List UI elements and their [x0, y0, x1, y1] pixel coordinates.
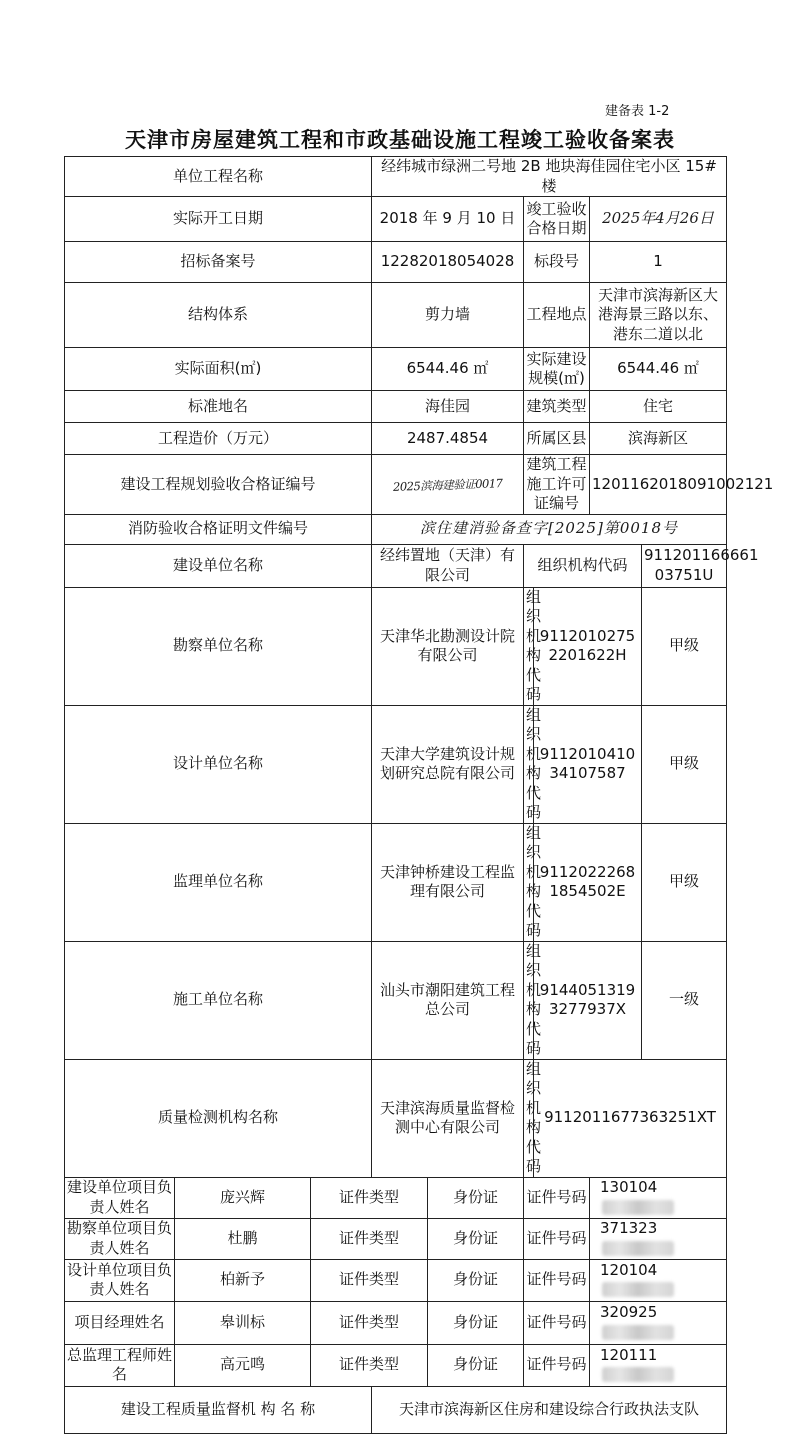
scale-label: 实际建设规模(㎡) — [524, 348, 590, 391]
scale-value: 6544.46 ㎡ — [590, 348, 727, 391]
acceptance-date-label: 竣工验收合格日期 — [524, 197, 590, 242]
section-label: 标段号 — [524, 242, 590, 283]
cert-no-label: 证件号码 — [524, 1218, 590, 1259]
row-bid — [65, 242, 727, 283]
construction-permit-label: 建筑工程施工许可证编号 — [524, 455, 590, 515]
district-label: 所属区县 — [524, 423, 590, 455]
row-place-name — [65, 391, 727, 423]
cert-no-value — [590, 1218, 727, 1259]
structure-value: 剪力墙 — [372, 283, 524, 348]
inspection-org-code-label: 组织机构代码 — [524, 1059, 534, 1177]
cert-type-label: 证件类型 — [311, 1301, 428, 1344]
cert-no-label: 证件号码 — [524, 1301, 590, 1344]
row-unit-name — [65, 157, 727, 197]
supervisor-org-code-label: 组织机构代码 — [524, 823, 534, 941]
row-cost — [65, 423, 727, 455]
cert-no-prefix: 130104 — [600, 1178, 658, 1196]
inspection-name: 天津滨海质量监督检测中心有限公司 — [372, 1059, 524, 1177]
building-type-label: 建筑类型 — [524, 391, 590, 423]
design-org-code — [534, 705, 642, 823]
supervision-agency-value: 天津市滨海新区住房和建设综合行政执法支队 — [372, 1386, 727, 1433]
unit-name-label: 单位工程名称 — [65, 157, 372, 197]
person-role: 项目经理姓名 — [65, 1301, 175, 1344]
place-name-value: 海佳园 — [372, 391, 524, 423]
contractor-org-code-label: 组织机构代码 — [524, 941, 534, 1059]
inspection-org-code: 9112011677363251XT — [534, 1059, 727, 1177]
person-name: 杜鹏 — [175, 1218, 311, 1259]
row-planning-cert — [65, 455, 727, 515]
cert-type-label: 证件类型 — [311, 1259, 428, 1301]
contractor-label: 施工单位名称 — [65, 941, 372, 1059]
supervisor-label: 监理单位名称 — [65, 823, 372, 941]
design-code-line-1: 9112010410 — [539, 744, 636, 763]
section-value: 1 — [590, 242, 727, 283]
person-row — [65, 1259, 727, 1301]
row-structure — [65, 283, 727, 348]
cert-type-value: 身份证 — [428, 1177, 524, 1218]
cert-type-value: 身份证 — [428, 1301, 524, 1344]
person-role: 勘察单位项目负责人姓名 — [65, 1218, 175, 1259]
row-supervisor-unit — [65, 823, 727, 941]
document-title: 天津市房屋建筑工程和市政基础设施工程竣工验收备案表 — [125, 128, 675, 152]
row-design-unit — [65, 705, 727, 823]
acceptance-date-handwritten: 2025年4月26日 — [590, 197, 727, 242]
design-org-code-label: 组织机构代码 — [524, 705, 534, 823]
builder-code-line-1: 911201166661 — [644, 546, 759, 564]
contractor-code-line-1: 9144051319 — [539, 980, 636, 999]
supervision-agency-label: 建设工程质量监督机 构 名 称 — [65, 1386, 372, 1433]
cert-no-label: 证件号码 — [524, 1344, 590, 1386]
person-name: 庞兴辉 — [175, 1177, 311, 1218]
area-label: 实际面积(㎡) — [65, 348, 372, 391]
supervisor-code-line-2: 1854502E — [549, 882, 626, 900]
cert-no-label: 证件号码 — [524, 1259, 590, 1301]
cert-no-prefix: 120104 — [600, 1260, 658, 1279]
contractor-org-code — [534, 941, 642, 1059]
survey-label: 勘察单位名称 — [65, 587, 372, 705]
person-row — [65, 1177, 727, 1218]
inspection-label: 质量检测机构名称 — [65, 1059, 372, 1177]
cert-type-value: 身份证 — [428, 1259, 524, 1301]
form-number: 建备表 1-2 — [605, 104, 670, 119]
planning-cert-handwritten: 2025滨海建验证0017 — [392, 475, 503, 494]
start-date-value: 2018 年 9 月 10 日 — [372, 197, 524, 242]
cert-no-prefix: 320925 — [600, 1303, 658, 1321]
person-name: 高元鸣 — [175, 1344, 311, 1386]
survey-name: 天津华北勘测设计院有限公司 — [372, 587, 524, 705]
start-date-label: 实际开工日期 — [65, 197, 372, 242]
row-fire-cert — [65, 514, 727, 544]
fire-cert-handwritten: 滨住建消验备查字[2025]第0018号 — [372, 514, 727, 544]
row-builder-unit — [65, 544, 727, 587]
builder-org-code-label: 组织机构代码 — [524, 544, 642, 587]
bid-no-value: 12282018054028 — [372, 242, 524, 283]
fire-cert-label: 消防验收合格证明文件编号 — [65, 514, 372, 544]
location-label: 工程地点 — [524, 283, 590, 348]
record-table — [64, 156, 774, 1434]
person-row — [65, 1218, 727, 1259]
structure-label: 结构体系 — [65, 283, 372, 348]
supervisor-org-code — [534, 823, 642, 941]
person-name: 柏新予 — [175, 1259, 311, 1301]
planning-cert-label: 建设工程规划验收合格证编号 — [65, 455, 372, 515]
person-role: 总监理工程师姓名 — [65, 1344, 175, 1386]
builder-name: 经纬置地（天津）有限公司 — [372, 544, 524, 587]
builder-label: 建设单位名称 — [65, 544, 372, 587]
design-code-line-2: 34107587 — [549, 764, 626, 782]
cert-no-value — [590, 1301, 727, 1344]
redaction-blur — [602, 1241, 674, 1256]
location-value: 天津市滨海新区大港海景三路以东、港东二道以北 — [590, 283, 727, 348]
district-value: 滨海新区 — [590, 423, 727, 455]
survey-org-code — [534, 587, 642, 705]
cert-type-label: 证件类型 — [311, 1177, 428, 1218]
redaction-blur — [602, 1367, 674, 1382]
cert-type-label: 证件类型 — [311, 1218, 428, 1259]
bid-no-label: 招标备案号 — [65, 242, 372, 283]
building-type-value: 住宅 — [590, 391, 727, 423]
cert-type-label: 证件类型 — [311, 1344, 428, 1386]
survey-code-line-2: 2201622H — [548, 646, 627, 664]
person-role: 建设单位项目负责人姓名 — [65, 1177, 175, 1218]
cost-value: 2487.4854 — [372, 423, 524, 455]
design-grade: 甲级 — [642, 705, 727, 823]
cert-no-prefix: 371323 — [600, 1219, 658, 1237]
supervisor-grade: 甲级 — [642, 823, 727, 941]
supervisor-name: 天津钟桥建设工程监理有限公司 — [372, 823, 524, 941]
survey-grade: 甲级 — [642, 587, 727, 705]
redaction-blur — [602, 1282, 674, 1297]
cost-label: 工程造价（万元） — [65, 423, 372, 455]
builder-code-line-2: 03751U — [654, 565, 714, 584]
design-name: 天津大学建筑设计规划研究总院有限公司 — [372, 705, 524, 823]
design-label: 设计单位名称 — [65, 705, 372, 823]
survey-code-line-1: 9112010275 — [539, 626, 636, 645]
cert-type-value: 身份证 — [428, 1344, 524, 1386]
person-row — [65, 1344, 727, 1386]
cert-type-value: 身份证 — [428, 1218, 524, 1259]
place-name-label: 标准地名 — [65, 391, 372, 423]
construction-permit-value: 1201162018091002121 — [590, 455, 727, 515]
person-row — [65, 1301, 727, 1344]
redaction-blur — [602, 1200, 674, 1215]
row-contractor-unit — [65, 941, 727, 1059]
unit-name-value: 经纬城市绿洲二号地 2B 地块海佳园住宅小区 15#楼 — [372, 157, 727, 197]
area-value: 6544.46 ㎡ — [372, 348, 524, 391]
cert-no-value — [590, 1259, 727, 1301]
builder-org-code — [642, 544, 759, 587]
planning-cert-cell — [372, 455, 524, 515]
contractor-grade: 一级 — [642, 941, 727, 1059]
cert-no-label: 证件号码 — [524, 1177, 590, 1218]
survey-org-code-label: 组织机构代码 — [524, 587, 534, 705]
cert-no-value — [590, 1177, 727, 1218]
redaction-blur — [602, 1325, 674, 1340]
row-survey-unit — [65, 587, 727, 705]
cert-no-prefix: 120111 — [600, 1345, 658, 1364]
row-area — [65, 348, 727, 391]
contractor-code-line-2: 3277937X — [548, 1000, 627, 1018]
contractor-name: 汕头市潮阳建筑工程总公司 — [372, 941, 524, 1059]
row-inspection-unit — [65, 1059, 727, 1177]
cert-no-value — [590, 1344, 727, 1386]
supervisor-code-line-1: 9112022268 — [539, 862, 636, 881]
person-role: 设计单位项目负责人姓名 — [65, 1259, 175, 1301]
row-supervision-agency — [65, 1386, 727, 1433]
row-dates — [65, 197, 727, 242]
person-name: 皋训标 — [175, 1301, 311, 1344]
